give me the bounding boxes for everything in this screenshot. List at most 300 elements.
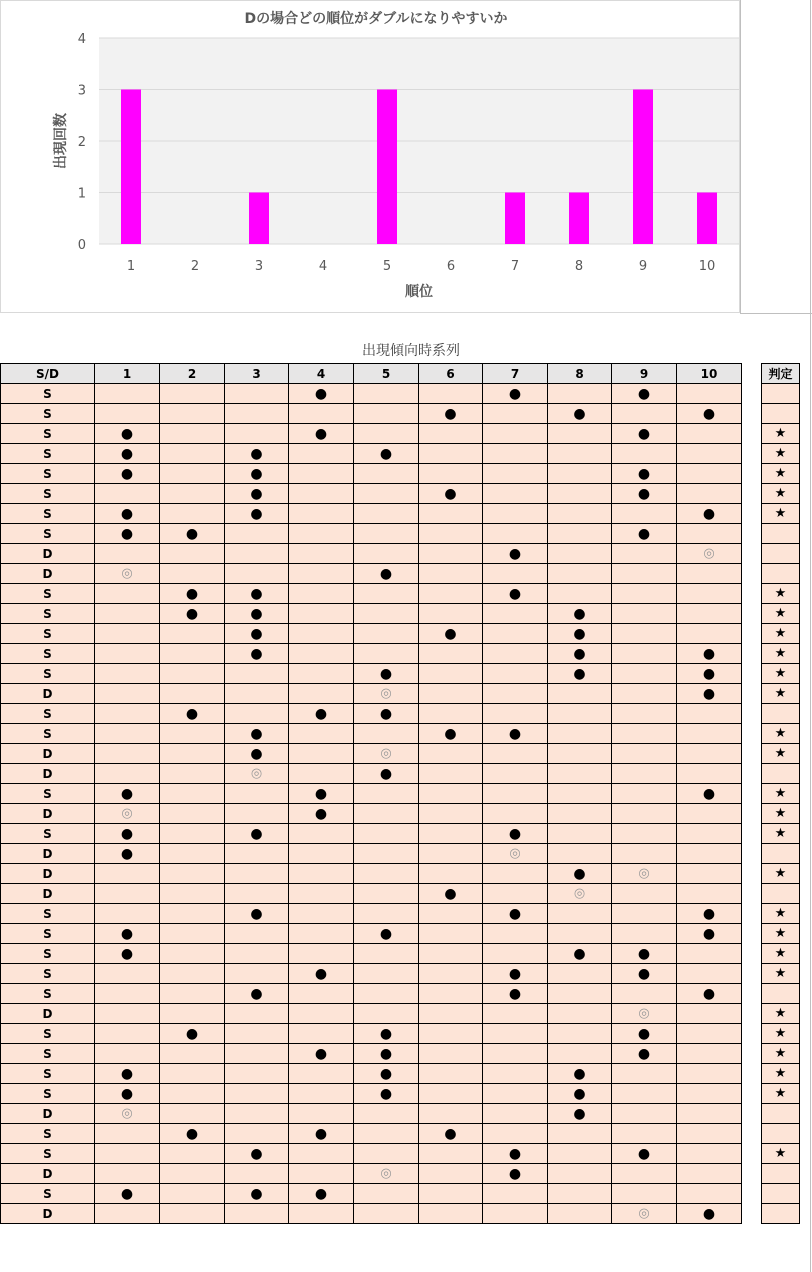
judge-cell	[762, 504, 800, 524]
star-mark: ★	[774, 686, 787, 701]
sd-cell: S	[1, 924, 95, 944]
y-tick-label: 1	[77, 186, 86, 202]
rank-cell	[677, 1084, 742, 1104]
rank-cell	[419, 904, 483, 924]
rank-cell	[612, 504, 677, 524]
table-row	[1, 484, 742, 504]
judge-row	[762, 884, 800, 904]
x-tick-label: 9	[638, 259, 648, 274]
rank-cell	[160, 584, 225, 604]
judge-cell	[762, 644, 800, 664]
rank-cell	[483, 624, 548, 644]
judge-row	[762, 804, 800, 824]
judge-cell	[762, 544, 800, 564]
rank-cell	[677, 1044, 742, 1064]
sd-cell: D	[1, 1204, 95, 1224]
rank-cell	[612, 404, 677, 424]
rank-cell	[289, 964, 354, 984]
table-title: 出現傾向時系列	[362, 343, 460, 359]
rank-cell	[225, 864, 289, 884]
judge-row	[762, 624, 800, 644]
rank-cell	[354, 1144, 419, 1164]
bar-chart	[1, 1, 741, 314]
sd-cell: S	[1, 604, 95, 624]
rank-cell	[483, 1204, 548, 1224]
rank-cell	[225, 584, 289, 604]
table-row	[1, 524, 742, 544]
rank-cell	[483, 844, 548, 864]
rank-cell	[95, 1024, 160, 1044]
dot-mark: ●	[379, 765, 393, 782]
dot-mark: ●	[573, 665, 586, 682]
rank-cell	[419, 604, 483, 624]
sd-cell: S	[1, 904, 95, 924]
rank-cell	[419, 464, 483, 484]
rank-cell	[419, 504, 483, 524]
rank-cell	[289, 864, 354, 884]
dot-mark: ●	[379, 1085, 393, 1102]
rank-cell	[548, 1164, 612, 1184]
rank-cell	[225, 884, 289, 904]
rank-cell	[677, 824, 742, 844]
rank-cell	[95, 1064, 160, 1084]
rank-cell	[225, 1164, 289, 1184]
rank-cell	[160, 464, 225, 484]
double-mark: ◎	[250, 766, 263, 781]
rank-cell	[225, 984, 289, 1004]
star-mark: ★	[774, 646, 787, 661]
rank-cell	[548, 964, 612, 984]
rank-cell	[289, 604, 354, 624]
rank-cell	[289, 704, 354, 724]
judge-cell	[762, 1104, 800, 1124]
table-row	[1, 384, 742, 404]
rank-cell	[354, 1184, 419, 1204]
rank-cell	[354, 944, 419, 964]
bar-5	[377, 90, 397, 245]
double-mark: ◎	[703, 546, 715, 561]
rank-cell	[548, 984, 612, 1004]
rank-cell	[95, 1004, 160, 1024]
rank-cell	[160, 384, 225, 404]
table-row	[1, 464, 742, 484]
dot-mark: ●	[185, 705, 199, 722]
rank-cell	[677, 444, 742, 464]
rank-cell	[354, 524, 419, 544]
rank-cell	[95, 644, 160, 664]
rank-cell	[354, 844, 419, 864]
dot-mark: ●	[637, 1045, 651, 1062]
rank-cell	[160, 684, 225, 704]
dot-mark: ●	[702, 985, 716, 1002]
dot-mark: ●	[702, 785, 716, 802]
rank-cell	[160, 704, 225, 724]
rank-cell	[160, 724, 225, 744]
rank-cell	[354, 444, 419, 464]
rank-header-3: 3	[225, 364, 289, 384]
judge-cell	[762, 824, 800, 844]
table-row	[1, 944, 742, 964]
rank-cell	[289, 564, 354, 584]
rank-cell	[419, 1184, 483, 1204]
rank-cell	[95, 964, 160, 984]
sd-cell: D	[1, 544, 95, 564]
rank-cell	[677, 1004, 742, 1024]
dot-mark: ●	[120, 1085, 134, 1102]
rank-cell	[354, 764, 419, 784]
rank-cell	[419, 844, 483, 864]
double-mark: ◎	[380, 746, 392, 761]
dot-mark: ●	[508, 585, 522, 602]
dot-mark: ●	[637, 465, 651, 482]
rank-cell	[612, 624, 677, 644]
star-mark: ★	[774, 506, 787, 521]
rank-cell	[612, 704, 677, 724]
sd-cell: D	[1, 1164, 95, 1184]
rank-cell	[95, 1104, 160, 1124]
rank-cell	[160, 804, 225, 824]
dot-mark: ●	[314, 1045, 328, 1062]
rank-cell	[548, 684, 612, 704]
rank-cell	[95, 744, 160, 764]
star-mark: ★	[774, 1026, 787, 1041]
table-row	[1, 864, 742, 884]
table-row	[1, 1084, 742, 1104]
judge-row	[762, 1084, 800, 1104]
judge-cell	[762, 724, 800, 744]
judge-cell	[762, 1144, 800, 1164]
rank-cell	[677, 724, 742, 744]
table-row	[1, 1004, 742, 1024]
judge-cell	[762, 1084, 800, 1104]
rank-cell	[483, 904, 548, 924]
rank-cell	[548, 1104, 612, 1124]
rank-cell	[160, 444, 225, 464]
rank-cell	[225, 464, 289, 484]
rank-cell	[419, 924, 483, 944]
double-mark: ◎	[121, 806, 133, 821]
rank-cell	[289, 544, 354, 564]
rank-cell	[612, 564, 677, 584]
rank-cell	[289, 824, 354, 844]
rank-cell	[95, 684, 160, 704]
judge-row	[762, 1144, 800, 1164]
rank-cell	[95, 484, 160, 504]
rank-cell	[612, 1124, 677, 1144]
rank-cell	[354, 1204, 419, 1224]
rank-cell	[419, 884, 483, 904]
dot-mark: ●	[250, 605, 263, 622]
rank-cell	[354, 964, 419, 984]
rank-cell	[289, 1184, 354, 1204]
rank-cell	[677, 384, 742, 404]
rank-cell	[677, 884, 742, 904]
rank-cell	[677, 864, 742, 884]
rank-cell	[419, 1004, 483, 1024]
rank-cell	[289, 944, 354, 964]
judge-row	[762, 1204, 800, 1224]
rank-cell	[548, 784, 612, 804]
rank-cell	[419, 524, 483, 544]
rank-cell	[548, 864, 612, 884]
rank-cell	[289, 984, 354, 1004]
rank-cell	[289, 1204, 354, 1224]
dot-mark: ●	[444, 485, 457, 502]
dot-mark: ●	[250, 445, 263, 462]
sd-cell: S	[1, 524, 95, 544]
table-row	[1, 844, 742, 864]
rank-cell	[419, 404, 483, 424]
rank-cell	[289, 804, 354, 824]
rank-cell	[548, 744, 612, 764]
rank-cell	[483, 804, 548, 824]
rank-cell	[95, 904, 160, 924]
rank-cell	[483, 964, 548, 984]
rank-cell	[677, 664, 742, 684]
judge-row	[762, 664, 800, 684]
rank-cell	[225, 1104, 289, 1124]
rank-cell	[95, 1084, 160, 1104]
rank-cell	[612, 1064, 677, 1084]
rank-cell	[95, 784, 160, 804]
rank-cell	[160, 784, 225, 804]
rank-cell	[95, 664, 160, 684]
table-row	[1, 604, 742, 624]
rank-cell	[483, 1064, 548, 1084]
rank-cell	[677, 1124, 742, 1144]
rank-cell	[677, 584, 742, 604]
star-mark: ★	[774, 1086, 787, 1101]
sd-cell: D	[1, 884, 95, 904]
rank-cell	[419, 704, 483, 724]
dot-mark: ●	[379, 665, 393, 682]
judge-cell	[762, 624, 800, 644]
rank-cell	[225, 1024, 289, 1044]
rank-cell	[677, 804, 742, 824]
rank-cell	[548, 824, 612, 844]
table-row	[1, 784, 742, 804]
rank-cell	[225, 1004, 289, 1024]
rank-cell	[677, 784, 742, 804]
judge-row	[762, 404, 800, 424]
table-row	[1, 904, 742, 924]
rank-cell	[612, 924, 677, 944]
rank-cell	[419, 1144, 483, 1164]
y-axis-label: 出現回数	[53, 113, 69, 169]
double-mark: ◎	[638, 866, 650, 881]
rank-cell	[612, 864, 677, 884]
dot-mark: ●	[702, 505, 716, 522]
sd-cell: D	[1, 1104, 95, 1124]
rank-cell	[419, 784, 483, 804]
judge-row	[762, 924, 800, 944]
rank-cell	[677, 604, 742, 624]
sheet-row-line	[740, 313, 812, 314]
judge-cell	[762, 704, 800, 724]
rank-cell	[289, 1104, 354, 1124]
rank-cell	[289, 1044, 354, 1064]
rank-cell	[548, 904, 612, 924]
dot-mark: ●	[637, 965, 651, 982]
judge-row	[762, 1184, 800, 1204]
double-mark: ◎	[509, 846, 521, 861]
table-row	[1, 504, 742, 524]
judge-row	[762, 764, 800, 784]
rank-cell	[289, 1164, 354, 1184]
rank-cell	[419, 684, 483, 704]
dot-mark: ●	[120, 445, 134, 462]
rank-header-5: 5	[354, 364, 419, 384]
dot-mark: ●	[444, 885, 457, 902]
rank-cell	[677, 504, 742, 524]
rank-header-10: 10	[677, 364, 742, 384]
rank-cell	[160, 624, 225, 644]
judge-cell	[762, 384, 800, 404]
rank-cell	[160, 844, 225, 864]
dot-mark: ●	[573, 625, 586, 642]
rank-cell	[483, 444, 548, 464]
rank-cell	[483, 404, 548, 424]
sd-cell: S	[1, 984, 95, 1004]
rank-cell	[677, 904, 742, 924]
rank-cell	[160, 744, 225, 764]
rank-cell	[225, 784, 289, 804]
sd-cell: S	[1, 1124, 95, 1144]
double-mark: ◎	[121, 566, 133, 581]
rank-cell	[483, 724, 548, 744]
dot-mark: ●	[508, 905, 522, 922]
sd-cell: S	[1, 1084, 95, 1104]
rank-cell	[95, 804, 160, 824]
dot-mark: ●	[185, 605, 199, 622]
rank-cell	[354, 384, 419, 404]
rank-cell	[548, 644, 612, 664]
sd-cell: S	[1, 1024, 95, 1044]
rank-cell	[677, 464, 742, 484]
rank-cell	[225, 704, 289, 724]
rank-cell	[419, 1164, 483, 1184]
rank-cell	[677, 1144, 742, 1164]
rank-cell	[354, 1024, 419, 1044]
table-row	[1, 544, 742, 564]
rank-cell	[95, 704, 160, 724]
star-mark: ★	[774, 826, 787, 841]
dot-mark: ●	[120, 1185, 134, 1202]
rank-cell	[160, 1144, 225, 1164]
judge-cell	[762, 464, 800, 484]
table-row	[1, 1124, 742, 1144]
rank-cell	[160, 824, 225, 844]
rank-cell	[289, 1024, 354, 1044]
rank-cell	[612, 964, 677, 984]
sd-cell: S	[1, 424, 95, 444]
sd-cell: S	[1, 644, 95, 664]
sd-cell: S	[1, 1184, 95, 1204]
rank-cell	[354, 724, 419, 744]
dot-mark: ●	[250, 905, 263, 922]
judge-row	[762, 724, 800, 744]
double-mark: ◎	[638, 1206, 650, 1221]
dot-mark: ●	[120, 825, 134, 842]
rank-cell	[354, 1004, 419, 1024]
rank-cell	[612, 844, 677, 864]
judge-cell	[762, 1124, 800, 1144]
rank-cell	[354, 864, 419, 884]
double-mark: ◎	[573, 886, 586, 901]
rank-cell	[548, 884, 612, 904]
sd-cell: D	[1, 804, 95, 824]
double-mark: ◎	[380, 1166, 392, 1181]
rank-cell	[95, 864, 160, 884]
rank-cell	[225, 504, 289, 524]
judge-row	[762, 444, 800, 464]
rank-cell	[612, 664, 677, 684]
rank-cell	[289, 724, 354, 744]
rank-cell	[612, 784, 677, 804]
rank-cell	[483, 1024, 548, 1044]
table-row	[1, 984, 742, 1004]
rank-cell	[612, 744, 677, 764]
rank-cell	[677, 1184, 742, 1204]
judge-row	[762, 844, 800, 864]
judge-cell	[762, 1184, 800, 1204]
rank-cell	[548, 924, 612, 944]
judge-cell	[762, 1004, 800, 1024]
sd-cell: S	[1, 964, 95, 984]
bar-1	[121, 90, 141, 245]
rank-cell	[354, 984, 419, 1004]
dot-mark: ●	[702, 925, 716, 942]
rank-cell	[225, 1204, 289, 1224]
sd-cell: S	[1, 624, 95, 644]
sd-cell: S	[1, 464, 95, 484]
rank-header-8: 8	[548, 364, 612, 384]
dot-mark: ●	[573, 1085, 586, 1102]
judge-cell	[762, 424, 800, 444]
dot-mark: ●	[314, 385, 328, 402]
judge-row	[762, 744, 800, 764]
sd-cell: S	[1, 784, 95, 804]
x-tick-label: 2	[190, 259, 200, 274]
judge-row	[762, 1164, 800, 1184]
rank-cell	[677, 744, 742, 764]
rank-cell	[225, 624, 289, 644]
rank-cell	[225, 484, 289, 504]
rank-cell	[289, 444, 354, 464]
rank-cell	[677, 924, 742, 944]
rank-cell	[95, 584, 160, 604]
rank-cell	[354, 464, 419, 484]
dot-mark: ●	[120, 925, 134, 942]
dot-mark: ●	[379, 705, 393, 722]
rank-cell	[160, 484, 225, 504]
sd-cell: S	[1, 1044, 95, 1064]
table-row	[1, 684, 742, 704]
rank-cell	[677, 624, 742, 644]
judge-cell	[762, 664, 800, 684]
star-mark: ★	[774, 1046, 787, 1061]
judge-cell	[762, 784, 800, 804]
sd-cell: D	[1, 684, 95, 704]
rank-cell	[612, 984, 677, 1004]
x-tick-label: 4	[318, 259, 328, 274]
rank-cell	[95, 544, 160, 564]
rank-cell	[225, 824, 289, 844]
sd-cell: D	[1, 564, 95, 584]
rank-cell	[160, 1084, 225, 1104]
dot-mark: ●	[120, 945, 134, 962]
table-row	[1, 964, 742, 984]
